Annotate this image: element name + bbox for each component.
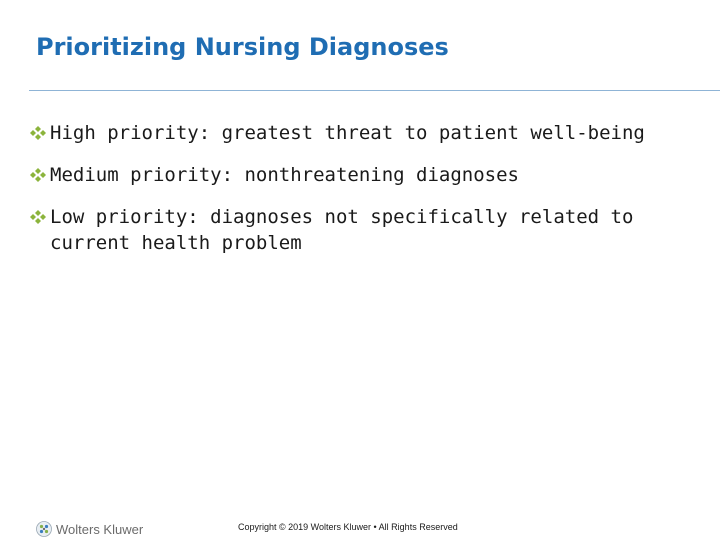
diamond-bullet-icon: [30, 126, 46, 140]
bullet-item: [30, 120, 700, 146]
diamond-bullet-icon: [30, 210, 46, 224]
bullet-item: [30, 204, 700, 256]
logo-mark-icon: [36, 521, 52, 537]
bullet-item: [30, 162, 700, 188]
copyright-text: Copyright © 2019 Wolters Kluwer • All Rights Reserved: [238, 522, 458, 532]
diamond-bullet-icon: [30, 168, 46, 182]
footer-brand: Wolters Kluwer: [56, 521, 144, 537]
wolters-kluwer-logo: [36, 520, 143, 538]
slide-title: Prioritizing Nursing Diagnoses: [36, 33, 449, 61]
bullet-list: [30, 120, 700, 272]
bullet-text: Medium priority: nonthreatening diagnoses: [50, 164, 519, 186]
bullet-text: High priority: greatest threat to patient well-being: [50, 122, 645, 144]
bullet-text: Low priority: diagnoses not specifically related to current health problem: [50, 206, 634, 254]
title-divider: [29, 90, 720, 91]
